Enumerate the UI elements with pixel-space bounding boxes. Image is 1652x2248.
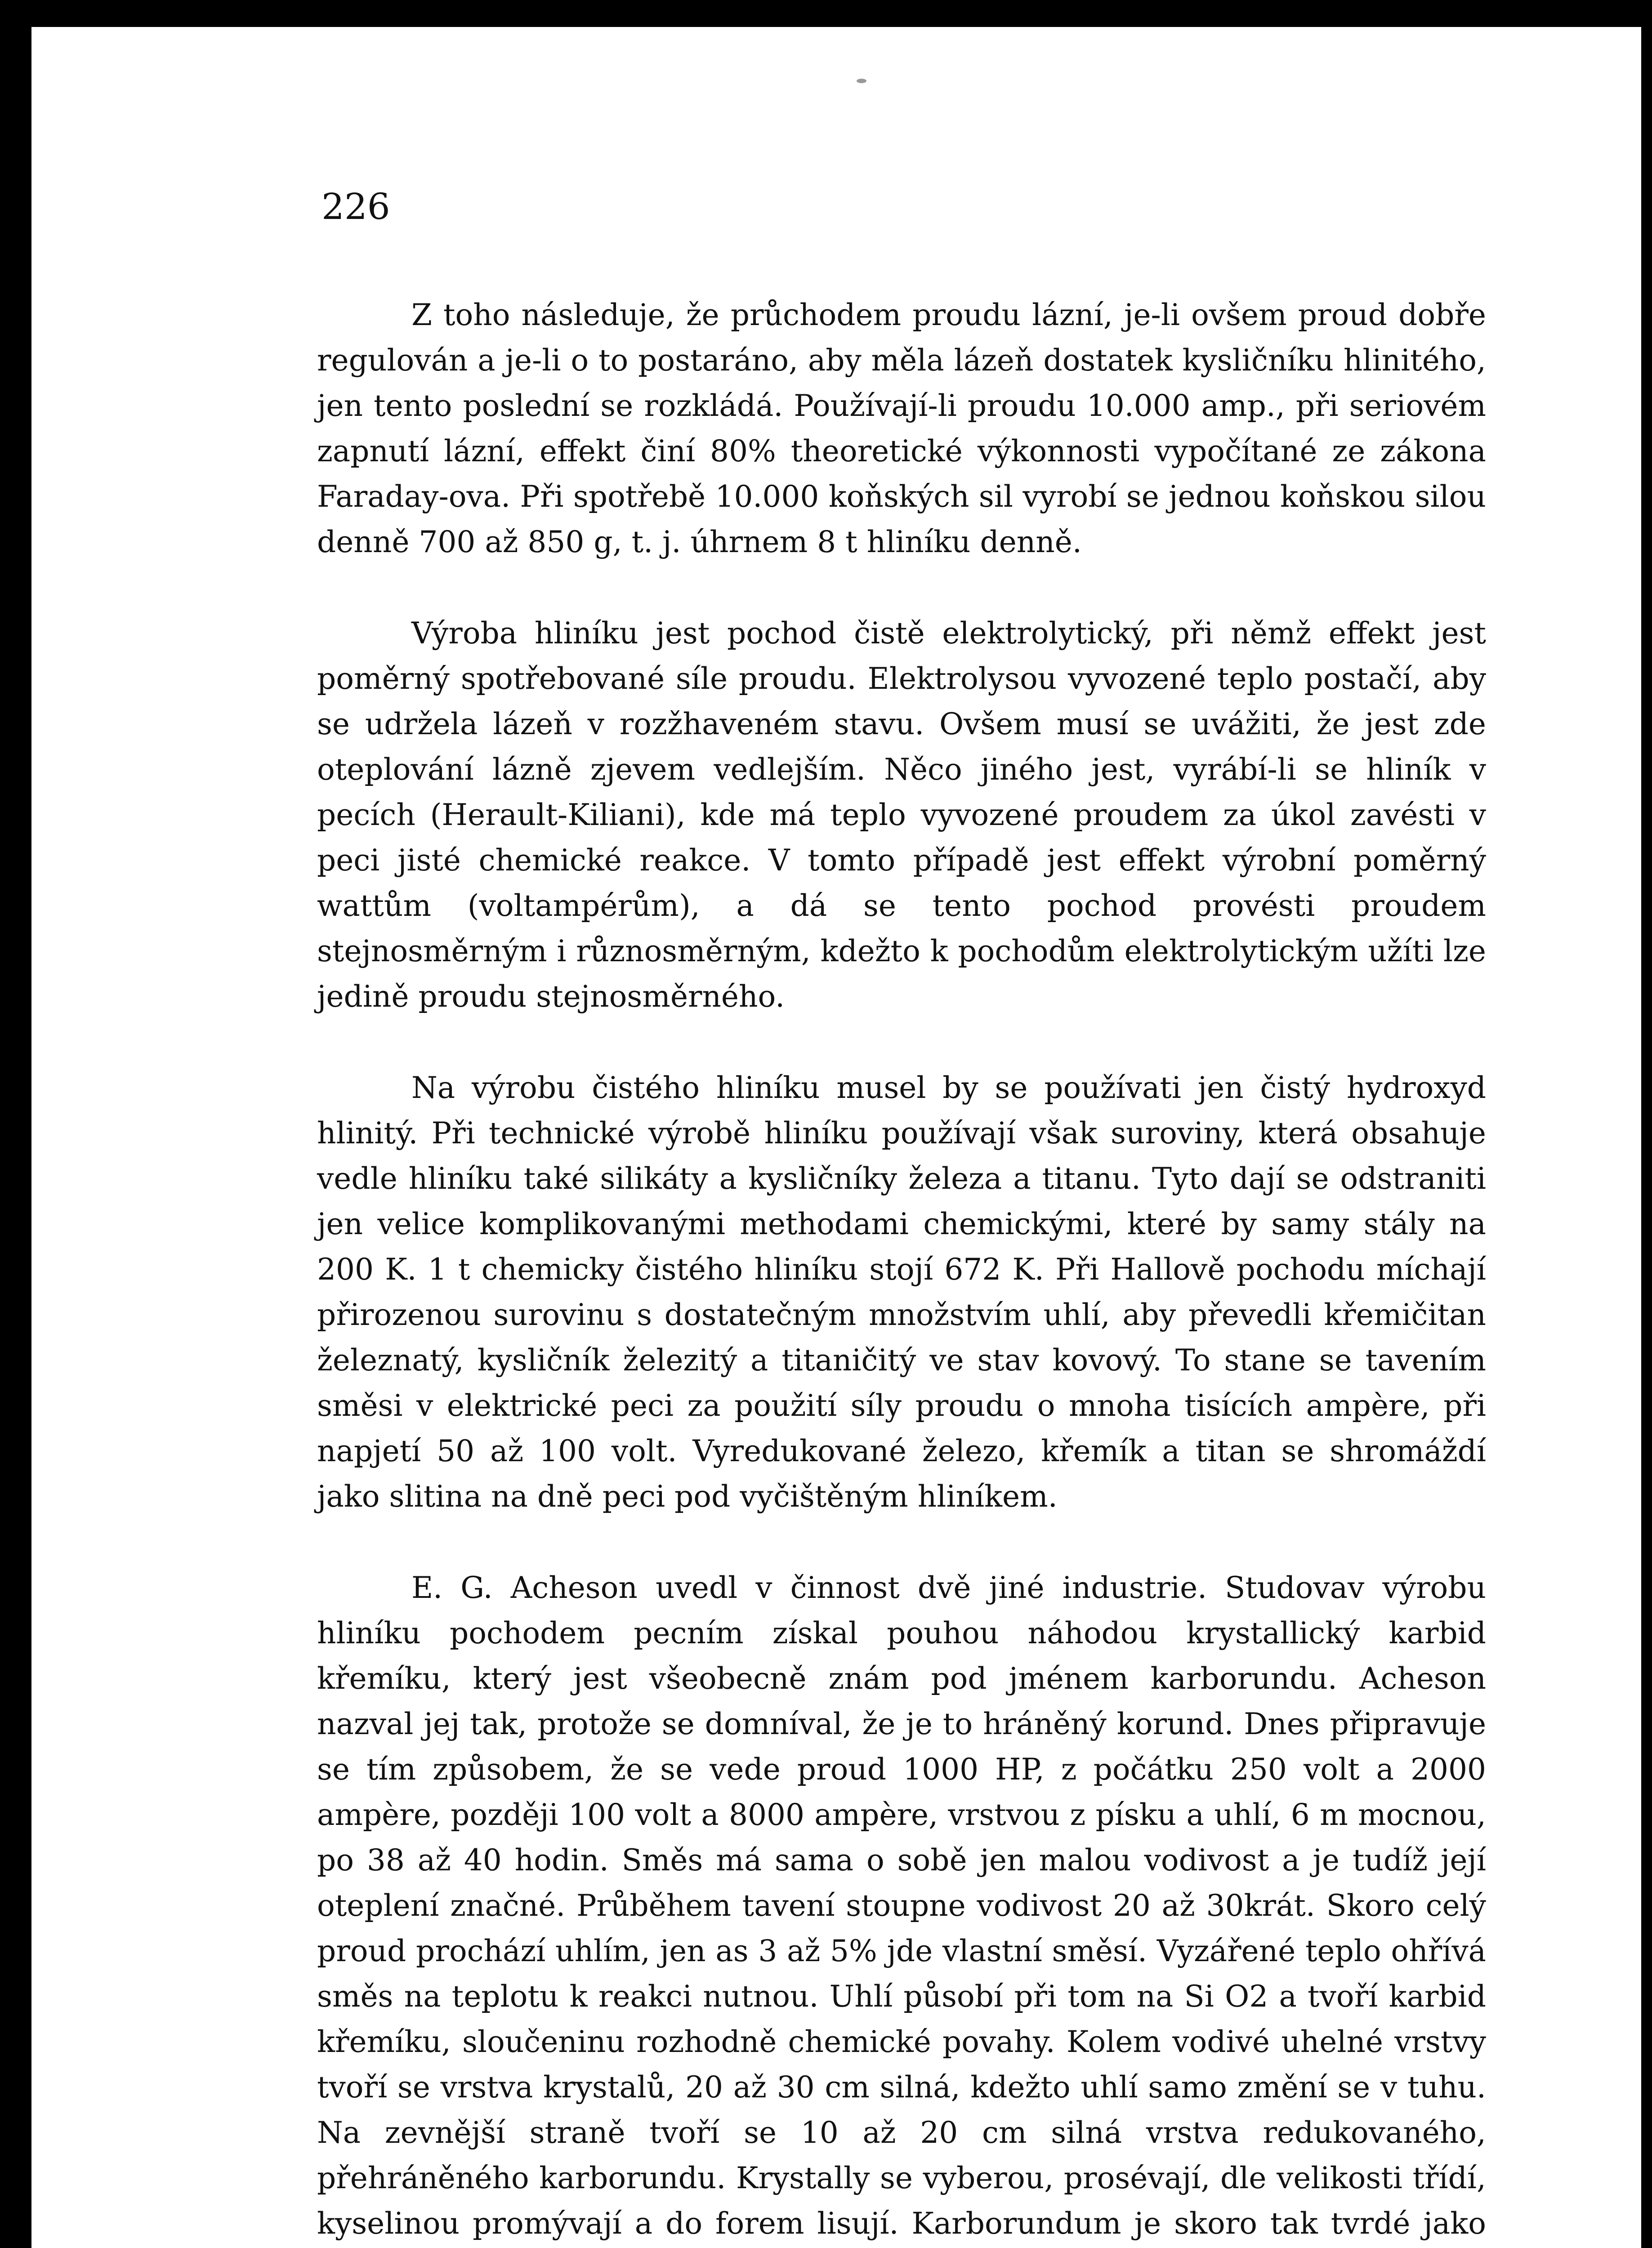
paragraph-4: E. G. Acheson uvedl v činnost dvě jiné industrie. Studovav výrobu hliníku pochodem pecním získal pouhou náhodou krystallický karbid křemíku, který jest všeobecně znám pod jménem karborundu. Acheson nazval jej tak, protože se domníval, že je to hráněný korund. Dnes připravuje se tím způsobem, že se vede proud 1000 HP, z počátku 250 volt a 2000 ampère, později 100 volt a 8000 ampère, vrstvou z písku a uhlí, 6 m mocnou, po 38 až 40 hodin. Směs má sama o sobě jen malou vodivost a je tudíž její oteplení značné. Průběhem tavení stoupne vodivost 20 až 30krát. Skoro celý proud prochází uhlím, jen as 3 až 5% jde vlastní směsí. Vyzářené teplo ohřívá směs na teplotu k reakci nutnou. Uhlí působí při tom na Si O2 a tvoří karbid křemíku, sloučeninu rozhodně chemické povahy. Kolem vodivé uhelné vrstvy tvoří se vrstva krystalů, 20 až 30 cm silná, kdežto uhlí samo změní se v tuhu. Na zevnější straně tvoří se 10 až 20 cm silná vrstva redukovaného, přehráněného karborundu. Krystally se vyberou, prosévají, dle velikosti třídí, kyselinou promývají a do forem lisují. Karborundum je skoro tak tvrdé jako (317, 1570, 1486, 2241)
document-page (31, 27, 1641, 2248)
page-number: 226 (321, 186, 390, 227)
paragraph-1: Z toho následuje, že průchodem proudu lázní, je-li ovšem proud dobře regulován a je-li o to postaráno, aby měla lázeň dostatek kysličníku hlinitého, jen tento poslední se rozkládá. Používají-li proudu 10.000 amp., při seriovém zapnutí lázní, effekt činí 80% theoretické výkonnosti vypočítané ze zákona Faraday-ova. Při spotřebě 10.000 koňských sil vyrobí se jednou koňskou silou denně 700 až 850 g, t. j. úhrnem 8 t hliníku denně. (317, 298, 1496, 559)
scan-smudge (857, 79, 866, 83)
paragraph-2: Výroba hliníku jest pochod čistě elektrolytický, při němž effekt jest poměrný spotřebované síle proudu. Elektrolysou vyvozené teplo postačí, aby se udržela lázeň v rozžhaveném stavu. Ovšem musí se uvážiti, že jest zde oteplování lázně zjevem vedlejším. Něco jiného jest, vyrábí-li se hliník v pecích (Herault-Kiliani), kde má teplo vyvozené proudem za úkol zavésti v peci jisté chemické reakce. V tomto případě jest effekt výrobní poměrný wattům (voltampérům), a dá se tento pochod provésti proudem stejnosměrným i různosměrným, kdežto k pochodům elektrolytickým užíti lze jedině proudu stejnosměrného. (317, 616, 1496, 1014)
paragraph-3: Na výrobu čistého hliníku musel by se používati jen čistý hydroxyd hlinitý. Při technické výrobě hliníku používají však suroviny, která obsahuje vedle hliníku také silikáty a kysličníky železa a titanu. Tyto dají se odstraniti jen velice komplikovanými methodami chemickými, které by samy stály na 200 K. 1 t chemicky čistého hliníku stojí 672 K. Při Hallově pochodu míchají přirozenou surovinu s dostatečným množstvím uhlí, aby převedli křemičitan železnatý, kysličník železitý a titaničitý ve stav kovový. To stane se tavením směsi v elektrické peci za použití síly proudu o mnoha tisících ampère, při napjetí 50 až 100 volt. Vyredukované železo, křemík a titan se shromáždí jako slitina na dně peci pod vyčištěným hliníkem. (317, 1070, 1496, 1514)
body-text (317, 292, 1496, 2248)
